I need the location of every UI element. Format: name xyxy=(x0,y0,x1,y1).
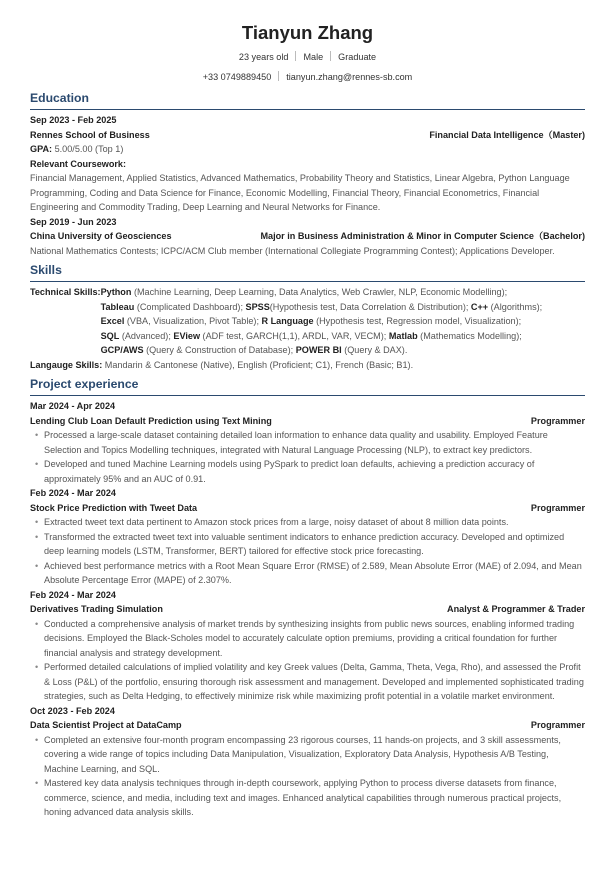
project-item xyxy=(30,588,585,704)
status: Graduate xyxy=(338,52,377,62)
bullet-item: • Conducted a comprehensive analysis of market trends by synthesizing insights from public news sources, enabling informed trading decisions. Employed the Black-Scholes model to accurately calculate option premiums, providing a critical foundation for further financial analysis and strategy development. xyxy=(44,617,585,661)
skill-name: R Language xyxy=(261,316,314,326)
email: tianyun.zhang@rennes-sb.com xyxy=(286,72,413,82)
school: Rennes School of Business xyxy=(30,129,150,140)
contact-info xyxy=(30,68,585,86)
skill-line xyxy=(101,329,543,344)
divider xyxy=(278,71,279,81)
skill-name: POWER BI xyxy=(295,345,342,355)
skill-name: SPSS xyxy=(245,301,270,312)
project-item xyxy=(30,399,585,486)
gpa-label: GPA: xyxy=(30,144,53,154)
bullet-list xyxy=(30,733,585,820)
coursework: Financial Management, Applied Statistics, Advanced Mathematics, Probability Theory and Statistics, Linear Algebra, Python Language Programming, Coding and Data Science for Finance, Economic Modelling, Financial Theory, Financial Econometrics, Financial Engineering and Commodity Trading, Deep Learning and Neural Networks for Finance. xyxy=(30,173,570,212)
bullet-item: • Developed and tuned Machine Learning models using PySpark to predict loan defaults, achieving a prediction accuracy of approximately 95% and an AUC of 0.91. xyxy=(44,457,585,486)
divider xyxy=(330,51,331,61)
skill-name: GCP/AWS xyxy=(100,345,144,355)
project-list xyxy=(30,399,585,820)
bullet-item: • Processed a large-scale dataset containing detailed loan information to enhance data quality and usability. Employed Feature Selection and Topics Modelling techniques, integrated with Natural Language Processing (NLP), to extract key predictors. xyxy=(44,428,585,457)
skill-detail: (Advanced); xyxy=(119,330,174,341)
gender: Male xyxy=(303,52,324,62)
dates: Sep 2019 - Jun 2023 xyxy=(30,216,117,227)
skill-name: EView xyxy=(173,330,201,341)
skill-name: C++ xyxy=(470,301,489,312)
skill-line xyxy=(101,285,543,300)
technical-skills xyxy=(30,285,585,358)
age: 23 years old xyxy=(238,52,289,62)
project-role: Programmer xyxy=(530,720,585,730)
project-title: Stock Price Prediction with Tweet Data xyxy=(30,502,198,513)
skill-detail: (Query & DAX). xyxy=(341,345,408,355)
education-heading: Education xyxy=(30,90,585,110)
skill-detail: (VBA, Visualization, Pivot Table); xyxy=(124,316,262,326)
dates: Oct 2023 - Feb 2024 xyxy=(30,705,115,716)
coursework-label: Relevant Coursework: xyxy=(30,158,127,169)
projects-heading: Project experience xyxy=(30,376,585,396)
skill-name: Excel xyxy=(100,316,125,326)
project-item xyxy=(30,704,585,820)
skill-line xyxy=(101,300,543,315)
technical-skills-list xyxy=(101,285,543,358)
dates: Feb 2024 - Mar 2024 xyxy=(30,589,116,600)
school: China University of Geosciences xyxy=(30,231,172,241)
education-description: National Mathematics Contests; ICPC/ACM Club member (International Collegiate Programming Contest); Applications Developer. xyxy=(30,245,555,256)
dates: Feb 2024 - Mar 2024 xyxy=(30,488,116,498)
language-label: Langauge Skills: xyxy=(30,359,103,370)
bullet-item: • Achieved best performance metrics with a Root Mean Square Error (RMSE) of 2.589, Mean Absolute Error (MAE) of 2.094, and Mean Absolute Percentage Error (MAPE) of 2.307%. xyxy=(44,559,585,588)
gpa: 5.00/5.00 (Top 1) xyxy=(52,144,124,154)
dates: Mar 2024 - Apr 2024 xyxy=(30,401,116,411)
project-role: Programmer xyxy=(530,415,585,426)
divider xyxy=(295,51,296,61)
skill-detail: (ADF test, GARCH(1,1), ARDL, VAR, VECM); xyxy=(200,330,389,341)
skill-detail: (Complicated Dashboard); xyxy=(134,301,246,312)
skill-line xyxy=(101,314,543,329)
bullet-item: • Completed an extensive four-month program encompassing 23 rigorous courses, 11 hands-on projects, and 3 skill assessments, covering a wide range of topics including Data Manipulation, Visualization, Exploratory Data Analysis, Hypothesis A/B Testing, Machine Learning, and SQL. xyxy=(44,733,585,777)
skill-detail: (Hypothesis test, Regression model, Visualization); xyxy=(313,316,522,326)
skill-detail: (Hypothesis test, Data Correlation & Distribution); xyxy=(269,301,471,312)
project-title: Data Scientist Project at DataCamp xyxy=(30,720,182,730)
phone: +33 0749889450 xyxy=(202,72,272,82)
degree: Major in Business Administration & Minor in Computer Science（Bachelor) xyxy=(260,231,585,241)
technical-skills-label: Technical Skills: xyxy=(30,287,101,297)
project-title: Lending Club Loan Default Prediction using Text Mining xyxy=(30,415,272,426)
bullet-item: • Mastered key data analysis techniques through in-depth coursework, applying Python to process diverse datasets from finance, commerce, science, and media, including text and images. Enhanced analytical capabilities through numerous practical projects, honing advanced data analysis skills. xyxy=(44,776,585,820)
education-item xyxy=(30,113,585,215)
skill-detail: (Algorithms); xyxy=(488,301,543,312)
skill-name: Python xyxy=(100,287,132,297)
language-skills xyxy=(30,358,585,373)
bullet-item: • Extracted tweet text data pertinent to Amazon stock prices from a large, noisy dataset of about 8 million data points. xyxy=(44,515,585,530)
skill-name: SQL xyxy=(100,330,120,341)
candidate-name: Tianyun Zhang xyxy=(241,22,374,43)
languages: Mandarin & Cantonese (Native), English (Proficient; C1), French (Basic; B1). xyxy=(102,359,414,370)
skill-line xyxy=(101,343,543,358)
dates: Sep 2023 - Feb 2025 xyxy=(30,115,117,125)
skill-name: Matlab xyxy=(388,330,418,341)
personal-info xyxy=(30,48,585,66)
bullet-item: • Transformed the extracted tweet text into valuable sentiment indicators to enhance prediction accuracy. Developed and optimized deep learning models (LSTM, Transformer, BERT) tailored for effective stock price forecasting. xyxy=(44,530,585,559)
skill-name: Tableau xyxy=(100,301,135,312)
degree: Financial Data Intelligence（Master) xyxy=(429,129,585,140)
bullet-list xyxy=(30,428,585,486)
skill-detail: (Query & Construction of Database); xyxy=(143,345,296,355)
skill-detail: (Mathematics Modelling); xyxy=(417,330,522,341)
bullet-list xyxy=(30,515,585,588)
project-role: Analyst & Programmer & Trader xyxy=(447,604,585,614)
project-item xyxy=(30,486,585,588)
project-title: Derivatives Trading Simulation xyxy=(30,604,163,614)
education-item xyxy=(30,215,585,259)
skills-heading: Skills xyxy=(30,262,585,282)
skill-detail: (Machine Learning, Deep Learning, Data Analytics, Web Crawler, NLP, Economic Modelling); xyxy=(131,287,508,297)
project-role: Programmer xyxy=(530,502,585,513)
bullet-item: • Performed detailed calculations of implied volatility and key Greek values (Delta, Gamma, Theta, Vega, Rho), and assessed the Profit & Loss (P&L) of the portfolio, ensuring thorough risk assessment and management. Developed and implemented sophisticated trading strategies, such as Delta Hedging, to effectively minimize risk while maximizing profit potential in a volatile market environment. xyxy=(44,660,585,704)
bullet-list xyxy=(30,617,585,704)
